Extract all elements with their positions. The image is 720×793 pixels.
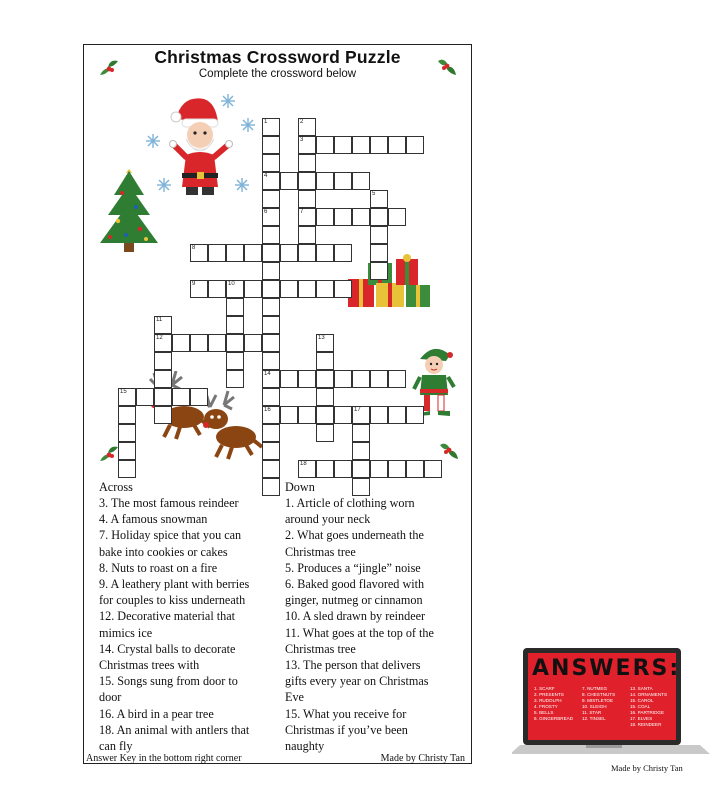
- crossword-cell[interactable]: [316, 370, 334, 388]
- crossword-cell[interactable]: [334, 406, 352, 424]
- clue-number: 8: [192, 245, 196, 251]
- presents-icon: [346, 253, 432, 311]
- crossword-cell[interactable]: [118, 406, 136, 424]
- crossword-cell[interactable]: [262, 190, 280, 208]
- puzzle-sheet: [83, 44, 472, 764]
- crossword-cell[interactable]: [316, 388, 334, 406]
- crossword-cell[interactable]: [262, 424, 280, 442]
- clue-number: 4: [264, 173, 268, 179]
- down-clue-line: Christmas if you’ve been: [285, 722, 408, 737]
- answers-column: [582, 686, 626, 738]
- crossword-cell[interactable]: [388, 370, 406, 388]
- down-clue-line: 13. The person that delivers: [285, 658, 421, 673]
- crossword-cell[interactable]: [352, 406, 370, 424]
- crossword-cell[interactable]: [262, 244, 280, 262]
- crossword-cell[interactable]: [388, 406, 406, 424]
- across-clue-line: 14. Crystal balls to decorate: [99, 641, 236, 656]
- crossword-cell[interactable]: [262, 370, 280, 388]
- across-heading: Across: [99, 480, 133, 494]
- down-clue-line: Christmas tree: [285, 544, 356, 559]
- down-clue-line: 1. Article of clothing worn: [285, 496, 415, 510]
- crossword-cell[interactable]: [226, 298, 244, 316]
- crossword-cell[interactable]: [262, 280, 280, 298]
- crossword-cell[interactable]: [352, 208, 370, 226]
- across-clue-line: Christmas trees with: [99, 658, 200, 673]
- crossword-cell[interactable]: [352, 478, 370, 496]
- crossword-cell[interactable]: [280, 406, 298, 424]
- crossword-cell[interactable]: [190, 388, 208, 406]
- answer-entry: 5. BELLS: [534, 710, 554, 715]
- answer-entry: 6. GINGERBREAD: [534, 716, 574, 721]
- crossword-cell[interactable]: [226, 244, 244, 262]
- crossword-cell[interactable]: [316, 280, 334, 298]
- crossword-cell[interactable]: [262, 136, 280, 154]
- crossword-cell[interactable]: [280, 280, 298, 298]
- crossword-cell[interactable]: [262, 316, 280, 334]
- across-clue-line: bake into cookies or cakes: [99, 544, 228, 559]
- down-clue-line: 15. What you receive for: [285, 706, 407, 721]
- christmas-tree-icon: [96, 163, 162, 255]
- crossword-cell[interactable]: [388, 460, 406, 478]
- clue-number: 18: [300, 461, 307, 467]
- across-clue-line: 18. An animal with antlers that: [99, 722, 250, 737]
- down-clue-line: naughty: [285, 739, 325, 754]
- crossword-cell[interactable]: [118, 442, 136, 460]
- answers-column: [630, 686, 674, 738]
- answer-entry: 4. FROSTY: [534, 704, 558, 709]
- across-clue-line: 9. A leathery plant with berries: [99, 577, 250, 592]
- across-clue-line: 7. Holiday spice that you can: [99, 528, 242, 543]
- clue-number: 16: [264, 407, 271, 413]
- crossword-cell[interactable]: [298, 154, 316, 172]
- across-clue-line: 15. Songs sung from door to: [99, 674, 238, 689]
- answer-entry: 11. STAR: [582, 710, 602, 715]
- crossword-cell[interactable]: [352, 172, 370, 190]
- crossword-cell[interactable]: [316, 172, 334, 190]
- crossword-cell[interactable]: [334, 136, 352, 154]
- crossword-cell[interactable]: [136, 388, 154, 406]
- answers-heading: ANSWERS:: [532, 656, 681, 681]
- answer-entry: 15. CAROL: [630, 698, 654, 703]
- clue-number: 11: [156, 317, 163, 323]
- crossword-cell[interactable]: [244, 280, 262, 298]
- across-clue-line: 8. Nuts to roast on a fire: [99, 560, 218, 575]
- laptop-credit: Made by Christy Tan: [611, 763, 683, 773]
- clue-number: 12: [156, 335, 163, 341]
- crossword-cell[interactable]: [154, 370, 172, 388]
- crossword-cell[interactable]: [298, 190, 316, 208]
- crossword-cell[interactable]: [370, 370, 388, 388]
- crossword-cell[interactable]: [226, 280, 244, 298]
- crossword-cell[interactable]: [190, 334, 208, 352]
- crossword-cell[interactable]: [154, 316, 172, 334]
- clue-number: 17: [354, 407, 361, 413]
- down-clue-line: 11. What goes at the top of the: [285, 625, 434, 640]
- down-clue-line: Eve: [285, 690, 304, 705]
- answer-entry: 12. TINSEL: [582, 716, 606, 721]
- answers-column: [534, 686, 578, 738]
- crossword-cell[interactable]: [208, 244, 226, 262]
- clue-number: 14: [264, 371, 271, 377]
- answers-laptop: [512, 646, 710, 763]
- crossword-cell[interactable]: [370, 136, 388, 154]
- crossword-cell[interactable]: [370, 262, 388, 280]
- crossword-cell[interactable]: [262, 388, 280, 406]
- crossword-cell[interactable]: [298, 208, 316, 226]
- answer-entry: 10. SLEIGH: [582, 704, 607, 709]
- crossword-cell[interactable]: [280, 244, 298, 262]
- crossword-cell[interactable]: [370, 244, 388, 262]
- holly-icon: [434, 53, 460, 79]
- crossword-cell[interactable]: [334, 280, 352, 298]
- across-clue-line: for couples to kiss underneath: [99, 593, 246, 608]
- answer-entry: 2. PRESENTS: [534, 692, 564, 697]
- crossword-cell[interactable]: [154, 406, 172, 424]
- crossword-cell[interactable]: [352, 442, 370, 460]
- down-clue-line: gifts every year on Christmas: [285, 674, 429, 689]
- crossword-cell[interactable]: [262, 478, 280, 496]
- crossword-cell[interactable]: [262, 352, 280, 370]
- crossword-cell[interactable]: [118, 388, 136, 406]
- crossword-cell[interactable]: [280, 370, 298, 388]
- crossword-cell[interactable]: [352, 424, 370, 442]
- page-subtitle: Complete the crossword below: [198, 68, 357, 80]
- down-clue-line: 5. Produces a “jingle” noise: [285, 560, 421, 575]
- across-clue-line: 16. A bird in a pear tree: [99, 706, 214, 721]
- answer-entry: 18. REINDEER: [630, 722, 662, 727]
- crossword-cell[interactable]: [262, 154, 280, 172]
- crossword-cell[interactable]: [406, 136, 424, 154]
- crossword-cell[interactable]: [226, 334, 244, 352]
- across-clue-line: mimics ice: [99, 625, 153, 640]
- answer-entry: 14. ORNAMENTS: [630, 692, 668, 697]
- crossword-cell[interactable]: [298, 172, 316, 190]
- across-clue-line: door: [99, 690, 122, 705]
- clue-number: 9: [192, 281, 196, 287]
- crossword-cell[interactable]: [370, 406, 388, 424]
- clue-number: 7: [300, 209, 304, 215]
- crossword-cell[interactable]: [154, 352, 172, 370]
- crossword-cell[interactable]: [370, 190, 388, 208]
- crossword-cell[interactable]: [262, 172, 280, 190]
- crossword-cell[interactable]: [118, 460, 136, 478]
- across-clue-line: 3. The most famous reindeer: [99, 496, 239, 510]
- answer-entry: 16. PARTRIDGE: [630, 710, 665, 715]
- crossword-cell[interactable]: [190, 280, 208, 298]
- crossword-cell[interactable]: [262, 442, 280, 460]
- page-title: Christmas Crossword Puzzle: [154, 47, 401, 67]
- crossword-cell[interactable]: [370, 460, 388, 478]
- crossword-cell[interactable]: [262, 334, 280, 352]
- crossword-cell[interactable]: [316, 460, 334, 478]
- crossword-cell[interactable]: [316, 352, 334, 370]
- across-clues: [99, 495, 249, 754]
- crossword-cell[interactable]: [172, 334, 190, 352]
- crossword-cell[interactable]: [370, 208, 388, 226]
- crossword-cell[interactable]: [154, 334, 172, 352]
- answer-entry: 9. MISTLETOE: [582, 698, 614, 703]
- crossword-cell[interactable]: [244, 244, 262, 262]
- crossword-cell[interactable]: [208, 334, 226, 352]
- crossword-cell[interactable]: [262, 208, 280, 226]
- crossword-cell[interactable]: [316, 208, 334, 226]
- crossword-cell[interactable]: [298, 118, 316, 136]
- clue-number: 5: [372, 191, 376, 197]
- crossword-cell[interactable]: [280, 172, 298, 190]
- down-heading: Down: [285, 480, 315, 494]
- crossword-cell[interactable]: [316, 406, 334, 424]
- crossword-cell[interactable]: [316, 244, 334, 262]
- answer-entry: 17. ELVES: [630, 716, 653, 721]
- down-clue-line: 10. A sled drawn by reindeer: [285, 609, 426, 624]
- crossword-cell[interactable]: [316, 334, 334, 352]
- holly-icon: [96, 55, 122, 81]
- crossword-cell[interactable]: [226, 352, 244, 370]
- answer-entry: 15. COAL: [630, 704, 651, 709]
- crossword-cell[interactable]: [298, 226, 316, 244]
- down-clue-line: 6. Baked good flavored with: [285, 577, 425, 592]
- crossword-cell[interactable]: [262, 226, 280, 244]
- crossword-cell[interactable]: [262, 406, 280, 424]
- crossword-cell[interactable]: [226, 370, 244, 388]
- down-clue-line: ginger, nutmeg or cinnamon: [285, 593, 423, 608]
- crossword-cell[interactable]: [334, 460, 352, 478]
- crossword-cell[interactable]: [352, 136, 370, 154]
- crossword-cell[interactable]: [190, 244, 208, 262]
- crossword-cell[interactable]: [244, 334, 262, 352]
- crossword-cell[interactable]: [316, 136, 334, 154]
- crossword-cell[interactable]: [424, 460, 442, 478]
- down-clue-line: around your neck: [285, 512, 371, 527]
- clue-number: 10: [228, 281, 235, 287]
- crossword-cell[interactable]: [388, 136, 406, 154]
- answer-entry: 13. SANTA: [630, 686, 653, 691]
- crossword-cell[interactable]: [370, 226, 388, 244]
- answers-list: [534, 686, 674, 738]
- across-clue-line: 12. Decorative material that: [99, 609, 236, 624]
- crossword-cell[interactable]: [316, 424, 334, 442]
- across-clue-line: can fly: [99, 739, 133, 754]
- crossword-cell[interactable]: [334, 172, 352, 190]
- crossword-cell[interactable]: [262, 460, 280, 478]
- crossword-cell[interactable]: [406, 406, 424, 424]
- crossword-cell[interactable]: [388, 208, 406, 226]
- crossword-cell[interactable]: [262, 262, 280, 280]
- crossword-cell[interactable]: [352, 370, 370, 388]
- crossword-cell[interactable]: [118, 424, 136, 442]
- answer-entry: 7. NUTMEG: [582, 686, 608, 691]
- across-clue-line: 4. A famous snowman: [99, 512, 208, 527]
- crossword-cell[interactable]: [298, 370, 316, 388]
- clue-number: 13: [318, 335, 325, 341]
- answer-entry: 3. RUDOLPH: [534, 698, 562, 703]
- down-clue-line: Christmas tree: [285, 641, 356, 656]
- crossword-cell[interactable]: [298, 406, 316, 424]
- crossword-cell[interactable]: [334, 244, 352, 262]
- clue-number: 6: [264, 209, 268, 215]
- crossword-cell[interactable]: [298, 280, 316, 298]
- crossword-cell[interactable]: [298, 136, 316, 154]
- crossword-cell[interactable]: [262, 118, 280, 136]
- author-credit: Made by Christy Tan: [380, 753, 465, 764]
- crossword-cell[interactable]: [298, 460, 316, 478]
- clue-number: 3: [300, 137, 304, 143]
- crossword-cell[interactable]: [298, 244, 316, 262]
- crossword-cell[interactable]: [406, 460, 424, 478]
- crossword-cell[interactable]: [334, 370, 352, 388]
- down-clue-line: 2. What goes underneath the: [285, 528, 424, 543]
- down-clues: [285, 495, 434, 754]
- answer-key-note: Answer Key in the bottom right corner: [86, 753, 242, 764]
- answer-entry: 1. SCARF: [534, 686, 555, 691]
- crossword-cell[interactable]: [172, 388, 190, 406]
- answer-entry: 8. CHESTNUTS: [582, 692, 616, 697]
- clue-number: 15: [120, 389, 127, 395]
- crossword-cell[interactable]: [208, 280, 226, 298]
- crossword-cell[interactable]: [352, 460, 370, 478]
- crossword-cell[interactable]: [262, 298, 280, 316]
- crossword-cell[interactable]: [334, 208, 352, 226]
- clue-number: 1: [264, 119, 268, 125]
- crossword-cell[interactable]: [226, 316, 244, 334]
- clue-number: 2: [300, 119, 304, 125]
- crossword-cell[interactable]: [154, 388, 172, 406]
